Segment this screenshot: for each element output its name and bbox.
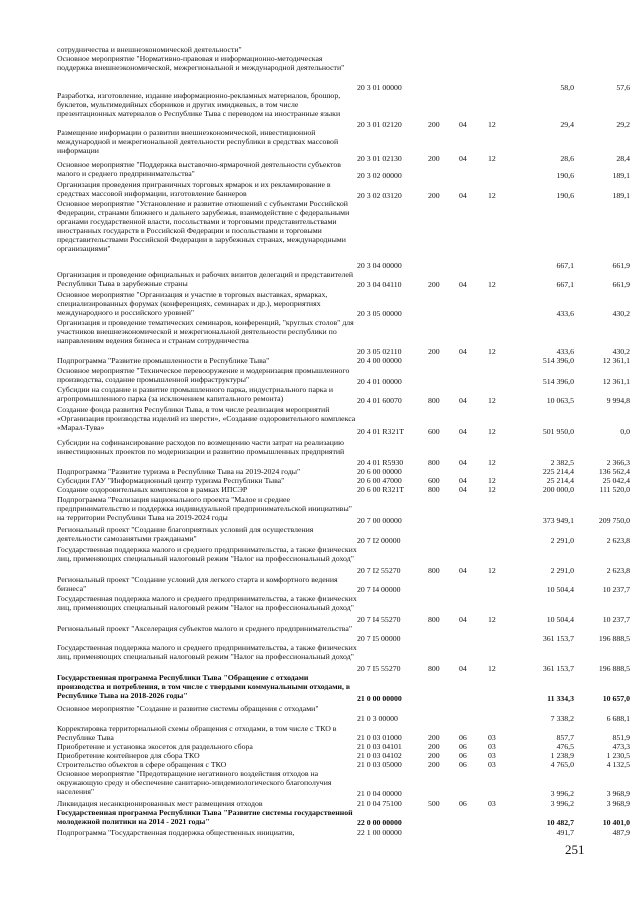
row-code: 20 4 01 R5930 [357, 458, 404, 467]
row-name: Подпрограмма "Развитие промышленности в Республике Тыва" [57, 356, 270, 365]
row-name: Государственная поддержка малого и среднего предпринимательства, а также физических лиц, применяющих специальный налоговый режим "Налог на профессиональный доход" [57, 545, 357, 563]
row-amount-2: 196 888,5 [598, 664, 630, 673]
row-amount-2: 57,6 [616, 83, 630, 92]
row-vr: 800 [428, 615, 440, 624]
row-name: Основное мероприятие "Создание и развитие системы обращения с отходами" [57, 704, 319, 713]
row-amount-1: 3 996,2 [550, 789, 574, 798]
row-amount-2: 851,9 [612, 733, 630, 742]
row-rz: 04 [459, 154, 467, 163]
row-amount-1: 10 063,5 [546, 396, 574, 405]
row-amount-2: 111 520,0 [599, 485, 630, 494]
row-name: Подпрограмма "Государственная поддержка общественных инициатив, [57, 828, 295, 837]
row-code: 20 3 04 00000 [357, 261, 402, 270]
row-rz: 04 [459, 280, 467, 289]
row-amount-1: 433,6 [556, 309, 574, 318]
row-pr: 03 [488, 742, 496, 751]
row-amount-2: 4 132,5 [606, 760, 630, 769]
row-amount-1: 7 338,2 [550, 714, 574, 723]
row-vr: 800 [428, 396, 440, 405]
page-number: 251 [565, 842, 585, 857]
row-vr: 200 [428, 120, 440, 129]
row-rz: 06 [459, 799, 467, 808]
row-vr: 200 [428, 154, 440, 163]
row-amount-2: 661,9 [612, 280, 630, 289]
row-name: Подпрограмма "Развитие туризма в Республике Тыва на 2019-2024 годы" [57, 467, 301, 476]
row-name: Государственная поддержка малого и среднего предпринимательства, а также физических лиц, применяющих специальный налоговый режим "Налог на профессиональный доход" [57, 643, 357, 661]
row-amount-2: 10 657,0 [602, 694, 630, 703]
row-code: 21 0 03 05000 [357, 760, 402, 769]
row-rz: 06 [459, 751, 467, 760]
row-vr: 800 [428, 458, 440, 467]
row-amount-1: 200 000,0 [542, 485, 574, 494]
row-amount-2: 2 366,3 [606, 458, 630, 467]
row-name: Государственная программа Республики Тыва "Обращение с отходами производства и потребления, в том числе с твердыми коммунальными отходами, в Республике Тыва на 2018-2026 годы" [57, 673, 351, 700]
row-amount-1: 373 949,1 [542, 516, 574, 525]
row-code: 20 3 01 00000 [357, 83, 402, 92]
row-rz: 04 [459, 191, 467, 200]
row-code: 20 3 02 00000 [357, 171, 402, 180]
row-pr: 12 [488, 154, 496, 163]
row-code: 20 4 01 60070 [357, 396, 402, 405]
row-amount-2: 0,0 [620, 427, 630, 436]
row-vr: 200 [428, 751, 440, 760]
row-rz: 04 [459, 120, 467, 129]
row-name: Основное мероприятие "Организация и участие в торговых выставках, ярмарках, специализированных форумах (конференциях, семинарах и др.), мероприятиях международного и российского уровней" [57, 290, 328, 317]
row-code: 22 0 00 00000 [357, 818, 402, 827]
row-rz: 04 [459, 615, 467, 624]
row-code: 20 6 00 00000 [357, 467, 402, 476]
row-name: Региональный проект "Создание благоприятных условий для осуществления деятельности самозанятыми гражданами" [57, 525, 314, 543]
row-amount-2: 189,1 [612, 191, 630, 200]
row-amount-1: 514 396,0 [542, 377, 574, 386]
row-name: Основное мероприятие "Установление и развитие отношений с субъектами Российской Федерации, странами ближнего и дальнего зарубежья, взаимодействие с федеральными органами государственной власти, посольствами и торговыми представительствами иностранных государств в Российской Федерации и посольствами и торговыми представительствами Российской Федерации в зарубежных странах, международными организациями" [57, 199, 350, 253]
row-amount-1: 857,7 [556, 733, 574, 742]
row-vr: 800 [428, 485, 440, 494]
row-code: 20 3 05 02110 [357, 347, 402, 356]
row-amount-2: 661,9 [612, 261, 630, 270]
row-name: Государственная программа Республики Тыва "Развитие системы государственной молодежной политики на 2014 - 2021 годы" [57, 808, 353, 826]
row-code: 21 0 04 75100 [357, 799, 402, 808]
row-code: 20 4 00 00000 [357, 356, 402, 365]
row-name: Ликвидация несанкционированных мест размещения отходов [57, 799, 263, 808]
row-name: Подпрограмма "Реализация национального проекта "Малое и среднее предпринимательство и поддержка индивидуальной предпринимательской инициативы" на территории Республики Тыва на 2019-2024 годы [57, 495, 352, 522]
row-rz: 04 [459, 476, 467, 485]
row-amount-1: 2 382,5 [550, 458, 574, 467]
row-code: 20 7 00 00000 [357, 516, 402, 525]
row-amount-1: 10 482,7 [546, 818, 574, 827]
row-code: 20 7 I4 00000 [357, 585, 401, 594]
row-amount-2: 136 562,4 [598, 467, 630, 476]
row-code: 20 7 I5 55270 [357, 664, 401, 673]
row-code: 20 4 01 00000 [357, 377, 402, 386]
row-rz: 06 [459, 742, 467, 751]
row-name: Основное мероприятие "Поддержка выставочно-ярмарочной деятельности субъектов малого и среднего предпринимательства" [57, 160, 341, 178]
row-vr: 200 [428, 280, 440, 289]
row-name: Приобретение и установка экосеток для раздельного сбора [57, 742, 253, 751]
row-name: Региональный проект "Акселерация субъектов малого и среднего предпринимательства" [57, 624, 353, 633]
row-code: 21 0 3 00000 [357, 714, 398, 723]
row-name: Создание фонда развития Республики Тыва, в том числе реализация мероприятий «Организация производства изделий из шерсти», «Создание оздоровительного комплекса «Марал-Тува» [57, 405, 356, 432]
row-pr: 12 [488, 458, 496, 467]
row-amount-1: 667,1 [556, 261, 574, 270]
row-name: Субсидии на создание и развитие промышленного парка, индустриального парка и агропромышленного парка (за исключением капитального ремонта) [57, 385, 334, 403]
row-pr: 12 [488, 566, 496, 575]
row-name: Строительство объектов в сфере обращения с ТКО [57, 760, 227, 769]
row-pr: 12 [488, 427, 496, 436]
row-pr: 03 [488, 733, 496, 742]
row-code: 20 6 00 47000 [357, 476, 402, 485]
row-amount-1: 10 504,4 [546, 585, 574, 594]
row-pr: 12 [488, 615, 496, 624]
row-name: Приобретение контейнеров для сбора ТКО [57, 751, 200, 760]
row-pr: 03 [488, 751, 496, 760]
row-name: Субсидии на софинансирование расходов по возмещению части затрат на реализацию инвестиционных проектов по модернизации и развитию промышленных предприятий [57, 438, 345, 456]
row-amount-2: 196 888,5 [598, 634, 630, 643]
row-vr: 800 [428, 566, 440, 575]
row-amount-1: 476,5 [556, 742, 574, 751]
row-amount-2: 3 968,9 [606, 789, 630, 798]
row-pr: 12 [488, 347, 496, 356]
row-code: 21 0 04 00000 [357, 789, 402, 798]
row-amount-1: 1 238,9 [550, 751, 574, 760]
row-name: Организация и проведение официальных и рабочих визитов делегаций и представителей Республики Тыва в зарубежные страны [57, 270, 354, 288]
row-amount-2: 6 688,1 [606, 714, 630, 723]
row-pr: 12 [488, 485, 496, 494]
row-amount-1: 58,0 [560, 83, 574, 92]
row-rz: 04 [459, 566, 467, 575]
row-amount-1: 11 334,3 [547, 694, 574, 703]
row-pr: 12 [488, 664, 496, 673]
row-amount-1: 10 504,4 [546, 615, 574, 624]
row-pr: 12 [488, 396, 496, 405]
row-amount-2: 12 361,1 [602, 377, 630, 386]
row-rz: 04 [459, 396, 467, 405]
row-amount-1: 501 950,0 [542, 427, 574, 436]
row-amount-2: 10 237,7 [602, 585, 630, 594]
row-amount-1: 433,6 [556, 347, 574, 356]
row-pr: 12 [488, 280, 496, 289]
row-amount-2: 3 968,9 [606, 799, 630, 808]
row-code: 20 3 04 04110 [357, 280, 402, 289]
row-name: Корректировка территориальной схемы обращения с отходами, в том числе с ТКО в Республике Тыва [57, 724, 337, 742]
row-amount-1: 361 153,7 [542, 664, 574, 673]
row-amount-2: 10 237,7 [602, 615, 630, 624]
row-code: 20 3 01 02120 [357, 120, 402, 129]
row-rz: 04 [459, 458, 467, 467]
row-name: Создание оздоровительных комплексов в рамках ИПСЭР [57, 485, 248, 494]
row-pr: 12 [488, 476, 496, 485]
row-amount-1: 25 214,4 [546, 476, 574, 485]
row-code: 21 0 00 00000 [357, 694, 402, 703]
row-name: Организация проведения приграничных торговых ярмарок и их рекламирование в средствах массовой информации, изготовление баннеров [57, 180, 331, 198]
row-code: 20 7 I5 00000 [357, 634, 401, 643]
row-code: 21 0 03 04102 [357, 751, 402, 760]
row-pr: 03 [488, 760, 496, 769]
row-amount-2: 25 042,4 [602, 476, 630, 485]
row-name: Разработка, изготовление, издание информационно-рекламных материалов, брошюр, буклетов, мультимедийных сборников и других имиджевых, в том числе презентационных материалов о Республике Тыва с переводом на иностранные языки [57, 91, 341, 118]
row-code: 22 1 00 00000 [357, 828, 402, 837]
row-rz: 04 [459, 664, 467, 673]
row-vr: 200 [428, 760, 440, 769]
row-vr: 600 [428, 427, 440, 436]
row-code: 20 3 02 03120 [357, 191, 402, 200]
row-vr: 200 [428, 347, 440, 356]
row-name: сотрудничества и внешнеэкономической деятельности" [57, 45, 242, 54]
row-name: Размещение информации о развитии внешнеэкономической, инвестиционной международной и межрегиональной деятельности республики в средствах массовой информации [57, 128, 339, 155]
row-amount-2: 10 401,0 [602, 818, 630, 827]
row-amount-2: 28,4 [616, 154, 630, 163]
row-amount-1: 491,7 [556, 828, 574, 837]
row-vr: 600 [428, 476, 440, 485]
row-code: 20 3 05 00000 [357, 309, 402, 318]
row-amount-1: 2 291,0 [550, 566, 574, 575]
row-amount-1: 361 153,7 [542, 634, 574, 643]
row-name: Субсидии ГАУ "Информационный центр туризма Республики Тыва" [57, 476, 285, 485]
row-code: 20 7 I4 55270 [357, 615, 401, 624]
row-vr: 500 [428, 799, 440, 808]
row-name: Государственная поддержка малого и среднего предпринимательства, а также физических лиц, применяющих специальный налоговый режим "Налог на профессиональный доход" [57, 594, 357, 612]
row-pr: 12 [488, 120, 496, 129]
row-vr: 200 [428, 191, 440, 200]
row-amount-2: 29,2 [616, 120, 630, 129]
row-code: 21 0 03 01000 [357, 733, 402, 742]
row-rz: 04 [459, 347, 467, 356]
row-amount-1: 190,6 [556, 171, 574, 180]
row-rz: 06 [459, 733, 467, 742]
row-pr: 12 [488, 191, 496, 200]
row-amount-2: 189,1 [612, 171, 630, 180]
row-rz: 04 [459, 485, 467, 494]
row-amount-1: 29,4 [560, 120, 574, 129]
row-name: Основное мероприятие "Техническое перевооружение и модернизация промышленного производства, создание промышленной инфраструктуры" [57, 366, 350, 384]
row-vr: 200 [428, 733, 440, 742]
row-vr: 200 [428, 742, 440, 751]
row-code: 20 4 01 R321T [357, 427, 404, 436]
row-code: 20 7 I2 00000 [357, 536, 401, 545]
row-name: Основное мероприятие "Нормативно-правовая и информационно-методическая поддержка внешнеэкономической, межрегиональной и международной деятельности" [57, 54, 345, 72]
row-amount-2: 12 361,1 [602, 356, 630, 365]
row-amount-1: 3 996,2 [550, 799, 574, 808]
row-code: 20 3 01 02130 [357, 154, 402, 163]
row-amount-1: 28,6 [560, 154, 574, 163]
row-code: 20 6 00 R321T [357, 485, 404, 494]
row-amount-1: 190,6 [556, 191, 574, 200]
row-amount-2: 430,2 [612, 347, 630, 356]
row-amount-1: 2 291,0 [550, 536, 574, 545]
row-amount-1: 667,1 [556, 280, 574, 289]
row-name: Региональный проект "Создание условий для легкого старта и комфортного ведения бизнеса" [57, 575, 338, 593]
row-vr: 800 [428, 664, 440, 673]
row-rz: 04 [459, 427, 467, 436]
row-amount-2: 9 994,8 [606, 396, 630, 405]
row-amount-2: 473,3 [612, 742, 630, 751]
row-amount-2: 1 230,5 [606, 751, 630, 760]
row-pr: 03 [488, 799, 496, 808]
row-amount-1: 225 214,4 [542, 467, 574, 476]
row-amount-1: 514 396,0 [542, 356, 574, 365]
row-rz: 06 [459, 760, 467, 769]
row-amount-2: 2 623,8 [606, 566, 630, 575]
row-amount-2: 209 750,0 [598, 516, 630, 525]
row-code: 21 0 03 04101 [357, 742, 402, 751]
row-amount-1: 4 765,0 [550, 760, 574, 769]
row-amount-2: 430,2 [612, 309, 630, 318]
row-code: 20 7 I2 55270 [357, 566, 401, 575]
row-amount-2: 2 623,8 [606, 536, 630, 545]
row-name: Организация и проведение тематических семинаров, конференций, "круглых столов" для участников внешнеэкономической и межрегиональной деятельности республики по направлениям ведения бизнеса и странам сотрудничества [57, 318, 354, 345]
row-amount-2: 487,9 [612, 828, 630, 837]
row-name: Основное мероприятие "Предотвращение негативного воздействия отходов на окружающую среду и обеспечение санитарно-эпидемиологического благополучия населения" [57, 769, 332, 796]
